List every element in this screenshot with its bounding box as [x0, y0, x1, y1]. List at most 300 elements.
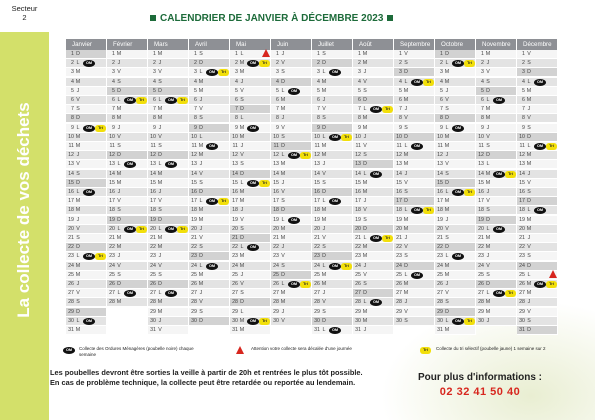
day-cell — [189, 206, 230, 215]
day-number: 10 — [68, 133, 74, 140]
day-number: 30 — [68, 317, 74, 324]
day-number: 15 — [314, 179, 320, 186]
day-cell — [394, 188, 435, 197]
note-line: Les poubelles devront être sorties la veille à partir de 20h et rentrées le plus tôt possible. — [50, 368, 363, 377]
day-number: 21 — [314, 235, 320, 241]
day-number: 20 — [396, 225, 402, 232]
day-cell — [312, 225, 353, 234]
day-cell — [353, 289, 394, 298]
day-cell — [435, 234, 476, 243]
day-number: 30 — [232, 317, 238, 324]
day-cell — [517, 216, 558, 225]
day-cell — [476, 87, 517, 96]
day-cell — [476, 142, 517, 151]
weekday-letter: S — [158, 78, 162, 85]
weekday-letter: M — [526, 281, 532, 287]
weekday-letter: M — [362, 189, 368, 195]
day-cell — [394, 252, 435, 261]
weekday-letter: D — [117, 152, 121, 159]
day-number: 27 — [314, 290, 320, 297]
weekday-letter: V — [76, 97, 80, 103]
legend-warn — [234, 346, 374, 355]
day-cell — [312, 271, 353, 280]
day-number: 4 — [276, 78, 279, 85]
weekday-letter: M — [403, 152, 409, 159]
day-cell — [476, 216, 517, 225]
day-number: 31 — [68, 327, 74, 333]
weekday-letter: S — [363, 281, 367, 287]
weekday-letter: M — [280, 161, 286, 168]
weekday-letter: L — [486, 161, 490, 168]
weekday-letter: M — [116, 106, 122, 113]
day-cell — [312, 151, 353, 160]
day-number: 25 — [437, 271, 443, 278]
day-number: 23 — [478, 253, 484, 260]
day-cell — [394, 96, 435, 105]
day-cell — [230, 234, 271, 243]
day-cell — [230, 151, 271, 160]
weekday-letter: V — [363, 271, 367, 278]
om-icon: OM — [124, 97, 136, 104]
day-number: 18 — [355, 207, 361, 214]
weekday-letter: V — [158, 198, 162, 205]
weekday-letter: L — [158, 161, 162, 168]
weekday-letter: M — [116, 170, 122, 177]
day-number: 29 — [437, 308, 443, 315]
tri-icon: Tri — [300, 152, 311, 159]
day-cell — [230, 225, 271, 234]
day-number: 22 — [191, 244, 197, 251]
day-number: 12 — [232, 152, 238, 159]
day-cell — [476, 234, 517, 243]
day-cell — [353, 271, 394, 280]
day-cell — [435, 326, 476, 335]
legend-tri — [419, 346, 559, 355]
weekday-letter: M — [362, 60, 368, 67]
weekday-letter: D — [117, 87, 121, 94]
day-number: 27 — [232, 290, 238, 297]
day-number: 27 — [478, 290, 484, 297]
day-cell — [435, 50, 476, 59]
weekday-letter: D — [199, 317, 203, 324]
weekday-letter: D — [486, 281, 490, 287]
weekday-letter: D — [322, 60, 326, 67]
day-cell — [353, 78, 394, 87]
day-number: 23 — [519, 253, 525, 260]
day-number: 23 — [191, 253, 197, 260]
tri-icon: Tri — [423, 207, 434, 214]
day-cell — [189, 151, 230, 160]
weekday-letter: J — [527, 106, 531, 113]
day-number: 20 — [150, 225, 156, 232]
tri-icon: Tri — [505, 171, 516, 178]
day-number: 12 — [109, 152, 115, 159]
day-number: 1 — [153, 51, 156, 57]
day-cell — [66, 289, 107, 298]
day-number: 29 — [232, 308, 238, 315]
day-number: 28 — [150, 299, 156, 306]
om-icon: OM — [411, 272, 423, 279]
day-number: 5 — [112, 87, 115, 94]
day-cell — [107, 206, 148, 215]
day-number: 11 — [478, 143, 484, 149]
weekday-letter: V — [240, 87, 244, 94]
day-cell — [271, 206, 312, 215]
weekday-letter: L — [240, 51, 244, 57]
day-number: 24 — [314, 262, 320, 269]
day-number: 20 — [478, 225, 484, 232]
weekday-letter: M — [116, 299, 122, 306]
weekday-letter: J — [281, 51, 285, 57]
day-number: 8 — [112, 115, 115, 122]
day-cell — [435, 96, 476, 105]
weekday-letter: L — [76, 317, 80, 324]
weekday-letter: V — [240, 216, 244, 223]
weekday-letter: D — [199, 60, 203, 67]
weekday-letter: M — [444, 198, 450, 205]
day-number: 17 — [109, 198, 115, 205]
weekday-letter: D — [281, 271, 285, 278]
day-number: 8 — [399, 115, 402, 122]
day-cell — [476, 50, 517, 59]
day-number: 2 — [481, 60, 484, 67]
day-number: 9 — [153, 124, 156, 131]
day-number: 22 — [478, 244, 484, 251]
day-cell — [394, 114, 435, 123]
day-number: 20 — [68, 225, 74, 232]
day-number: 27 — [68, 290, 74, 297]
weekday-letter: M — [444, 78, 450, 85]
weekday-letter: D — [486, 216, 490, 223]
om-icon: OM — [247, 180, 259, 187]
om-icon: OM — [493, 171, 505, 178]
day-number: 7 — [235, 106, 238, 113]
day-cell — [476, 206, 517, 215]
day-cell — [394, 68, 435, 77]
weekday-letter: M — [239, 124, 245, 131]
day-cell — [66, 50, 107, 59]
day-cell — [517, 225, 558, 234]
day-number: 5 — [358, 87, 361, 94]
day-number: 23 — [232, 253, 238, 260]
day-cell — [353, 216, 394, 225]
day-cell — [107, 87, 148, 96]
day-number: 2 — [235, 60, 238, 67]
weekday-letter: M — [157, 235, 163, 241]
om-icon: OM — [165, 226, 177, 233]
day-number: 17 — [478, 198, 484, 205]
legend-om — [62, 346, 202, 358]
om-icon: OM — [288, 88, 300, 95]
weekday-letter: M — [75, 69, 81, 76]
day-cell — [148, 50, 189, 59]
day-number: 18 — [191, 207, 197, 214]
day-cell — [476, 105, 517, 114]
om-icon: OM — [124, 290, 136, 297]
weekday-letter: M — [526, 97, 532, 103]
day-cell — [148, 326, 189, 335]
day-number: 25 — [232, 271, 238, 278]
day-cell — [394, 298, 435, 307]
weekday-letter: D — [199, 253, 203, 260]
day-number: 15 — [273, 179, 279, 186]
day-number: 19 — [273, 216, 279, 223]
weekday-letter: S — [445, 235, 449, 241]
weekday-letter: J — [363, 262, 367, 269]
day-cell — [66, 308, 107, 317]
day-number: 25 — [355, 271, 361, 278]
day-number: 16 — [232, 189, 238, 195]
weekday-letter: M — [362, 179, 368, 186]
day-number: 10 — [396, 133, 402, 140]
day-cell — [189, 298, 230, 307]
day-cell — [435, 216, 476, 225]
weekday-letter: D — [486, 152, 490, 159]
weekday-letter: J — [445, 216, 449, 223]
weekday-letter: D — [199, 189, 203, 195]
day-cell — [66, 133, 107, 142]
day-number: 13 — [519, 161, 525, 168]
day-number: 1 — [358, 51, 361, 57]
weekday-letter: S — [363, 87, 367, 94]
weekday-letter: S — [404, 189, 408, 195]
day-number: 8 — [194, 115, 197, 122]
day-number: 5 — [317, 87, 320, 94]
weekday-letter: D — [76, 115, 80, 122]
sector-label: Secteur — [11, 4, 38, 13]
day-number: 13 — [478, 161, 484, 168]
tri-icon: Tri — [136, 97, 147, 104]
weekday-letter: M — [444, 143, 450, 149]
day-cell — [271, 317, 312, 326]
day-cell — [148, 280, 189, 289]
day-number: 4 — [522, 78, 525, 85]
day-cell — [107, 280, 148, 289]
weekday-letter: M — [362, 115, 368, 122]
weekday-letter: V — [322, 235, 326, 241]
day-cell — [66, 326, 107, 335]
day-number: 16 — [150, 189, 156, 195]
warning-icon — [549, 270, 557, 278]
weekday-letter: M — [403, 87, 409, 94]
day-cell — [435, 280, 476, 289]
day-number: 29 — [396, 308, 402, 315]
day-cell — [148, 216, 189, 225]
day-cell — [394, 50, 435, 59]
day-number: 1 — [112, 51, 115, 57]
day-number: 9 — [440, 124, 443, 131]
weekday-letter: L — [322, 262, 326, 269]
weekday-letter: M — [403, 161, 409, 168]
day-cell — [517, 326, 558, 335]
weekday-letter: J — [322, 97, 326, 103]
day-cell — [230, 252, 271, 261]
weekday-letter: J — [158, 317, 162, 324]
day-number: 18 — [314, 207, 320, 214]
day-cell — [435, 170, 476, 179]
day-cell — [66, 271, 107, 280]
weekday-letter: M — [362, 124, 368, 131]
tri-icon: Tri — [464, 318, 475, 325]
day-cell — [271, 252, 312, 261]
day-number: 16 — [68, 189, 74, 195]
weekday-letter: J — [486, 317, 490, 324]
day-cell — [66, 142, 107, 151]
weekday-letter: M — [485, 106, 491, 113]
day-number: 18 — [273, 207, 279, 214]
day-number: 15 — [478, 179, 484, 186]
day-cell — [312, 252, 353, 261]
weekday-letter: J — [363, 327, 367, 333]
day-number: 7 — [153, 106, 156, 113]
day-cell — [312, 280, 353, 289]
weekday-letter: D — [404, 198, 408, 205]
day-number: 20 — [232, 225, 238, 232]
weekday-letter: V — [527, 115, 531, 122]
weekday-letter: V — [445, 161, 449, 168]
info-phone: 02 32 41 50 40 — [439, 386, 521, 398]
day-cell — [230, 114, 271, 123]
month-header: Juillet — [312, 39, 353, 50]
day-cell — [107, 170, 148, 179]
day-number: 9 — [194, 124, 197, 131]
weekday-letter: D — [527, 198, 531, 205]
day-number: 8 — [235, 115, 238, 122]
weekday-letter: S — [322, 179, 326, 186]
day-number: 20 — [314, 225, 320, 232]
weekday-letter: J — [445, 281, 449, 287]
weekday-letter: S — [76, 106, 80, 113]
day-number: 16 — [191, 189, 197, 195]
weekday-letter: L — [527, 143, 531, 149]
day-number: 21 — [232, 235, 238, 241]
weekday-letter: J — [322, 225, 326, 232]
weekday-letter: M — [198, 78, 204, 85]
day-number: 5 — [235, 87, 238, 94]
day-cell — [312, 206, 353, 215]
day-number: 19 — [191, 216, 197, 223]
day-cell — [66, 225, 107, 234]
day-number: 11 — [396, 143, 402, 149]
day-number: 28 — [396, 299, 402, 306]
day-cell — [353, 87, 394, 96]
day-number: 6 — [440, 97, 443, 103]
weekday-letter: M — [362, 253, 368, 260]
weekday-letter: D — [404, 133, 408, 140]
weekday-letter: M — [75, 271, 81, 278]
day-number: 9 — [317, 124, 320, 131]
day-cell — [517, 50, 558, 59]
weekday-letter: M — [321, 143, 327, 149]
day-cell — [230, 326, 271, 335]
day-cell — [271, 262, 312, 271]
om-icon: OM — [124, 161, 136, 168]
day-cell — [517, 133, 558, 142]
day-number: 25 — [150, 271, 156, 278]
weekday-letter: M — [280, 97, 286, 103]
tri-icon: Tri — [95, 125, 106, 132]
legend-warn-text: Attention votre collecte sera décalée d'une journée — [251, 346, 352, 351]
weekday-letter: V — [363, 78, 367, 85]
day-cell — [107, 133, 148, 142]
weekday-letter: L — [363, 235, 367, 241]
day-number: 7 — [317, 106, 320, 113]
day-number: 18 — [519, 207, 525, 214]
weekday-letter: D — [527, 69, 531, 76]
day-number: 17 — [273, 198, 279, 205]
weekday-letter: D — [240, 299, 244, 306]
day-cell — [107, 142, 148, 151]
day-cell — [189, 78, 230, 87]
weekday-letter: D — [363, 290, 367, 297]
day-cell — [148, 59, 189, 68]
day-cell — [271, 142, 312, 151]
weekday-letter: L — [445, 60, 449, 67]
tri-icon: Tri — [382, 235, 393, 242]
day-number: 16 — [478, 189, 484, 195]
weekday-letter: J — [527, 299, 531, 306]
weekday-letter: M — [526, 152, 532, 159]
weekday-letter: V — [158, 69, 162, 76]
tri-icon: Tri — [546, 281, 557, 288]
tri-icon: Tri — [382, 106, 393, 113]
om-icon: OM — [288, 281, 300, 288]
day-number: 17 — [150, 198, 156, 205]
day-number: 3 — [194, 69, 197, 76]
weekday-letter: J — [445, 87, 449, 94]
month-header: Octobre — [435, 39, 476, 50]
weekday-letter: M — [157, 115, 163, 122]
weekday-letter: M — [362, 308, 368, 315]
day-cell — [394, 234, 435, 243]
day-cell — [435, 78, 476, 87]
om-icon: OM — [206, 143, 218, 150]
day-cell — [435, 262, 476, 271]
weekday-letter: L — [158, 225, 162, 232]
day-cell — [66, 206, 107, 215]
day-number: 11 — [150, 143, 156, 149]
month-header: Janvier — [66, 39, 107, 50]
tri-icon: Tri — [177, 226, 188, 233]
day-number: 25 — [191, 271, 197, 278]
weekday-letter: M — [157, 308, 163, 315]
weekday-letter: V — [117, 133, 121, 140]
day-cell — [517, 197, 558, 206]
weekday-letter: D — [527, 327, 531, 333]
om-icon: OM — [247, 318, 259, 325]
page-title — [146, 13, 396, 24]
day-cell — [394, 179, 435, 188]
day-number: 15 — [68, 179, 74, 186]
day-cell — [394, 160, 435, 169]
day-cell — [271, 124, 312, 133]
weekday-letter: S — [281, 198, 285, 205]
weekday-letter: J — [363, 198, 367, 205]
weekday-letter: D — [158, 87, 162, 94]
day-cell — [271, 68, 312, 77]
weekday-letter: M — [239, 198, 245, 205]
day-cell — [148, 298, 189, 307]
weekday-letter: J — [199, 97, 203, 103]
day-number: 3 — [112, 69, 115, 76]
weekday-letter: M — [198, 87, 204, 94]
day-cell — [517, 289, 558, 298]
day-number: 8 — [317, 115, 320, 122]
day-cell — [189, 179, 230, 188]
day-cell — [148, 252, 189, 261]
day-number: 14 — [150, 170, 156, 177]
day-number: 24 — [519, 262, 525, 269]
